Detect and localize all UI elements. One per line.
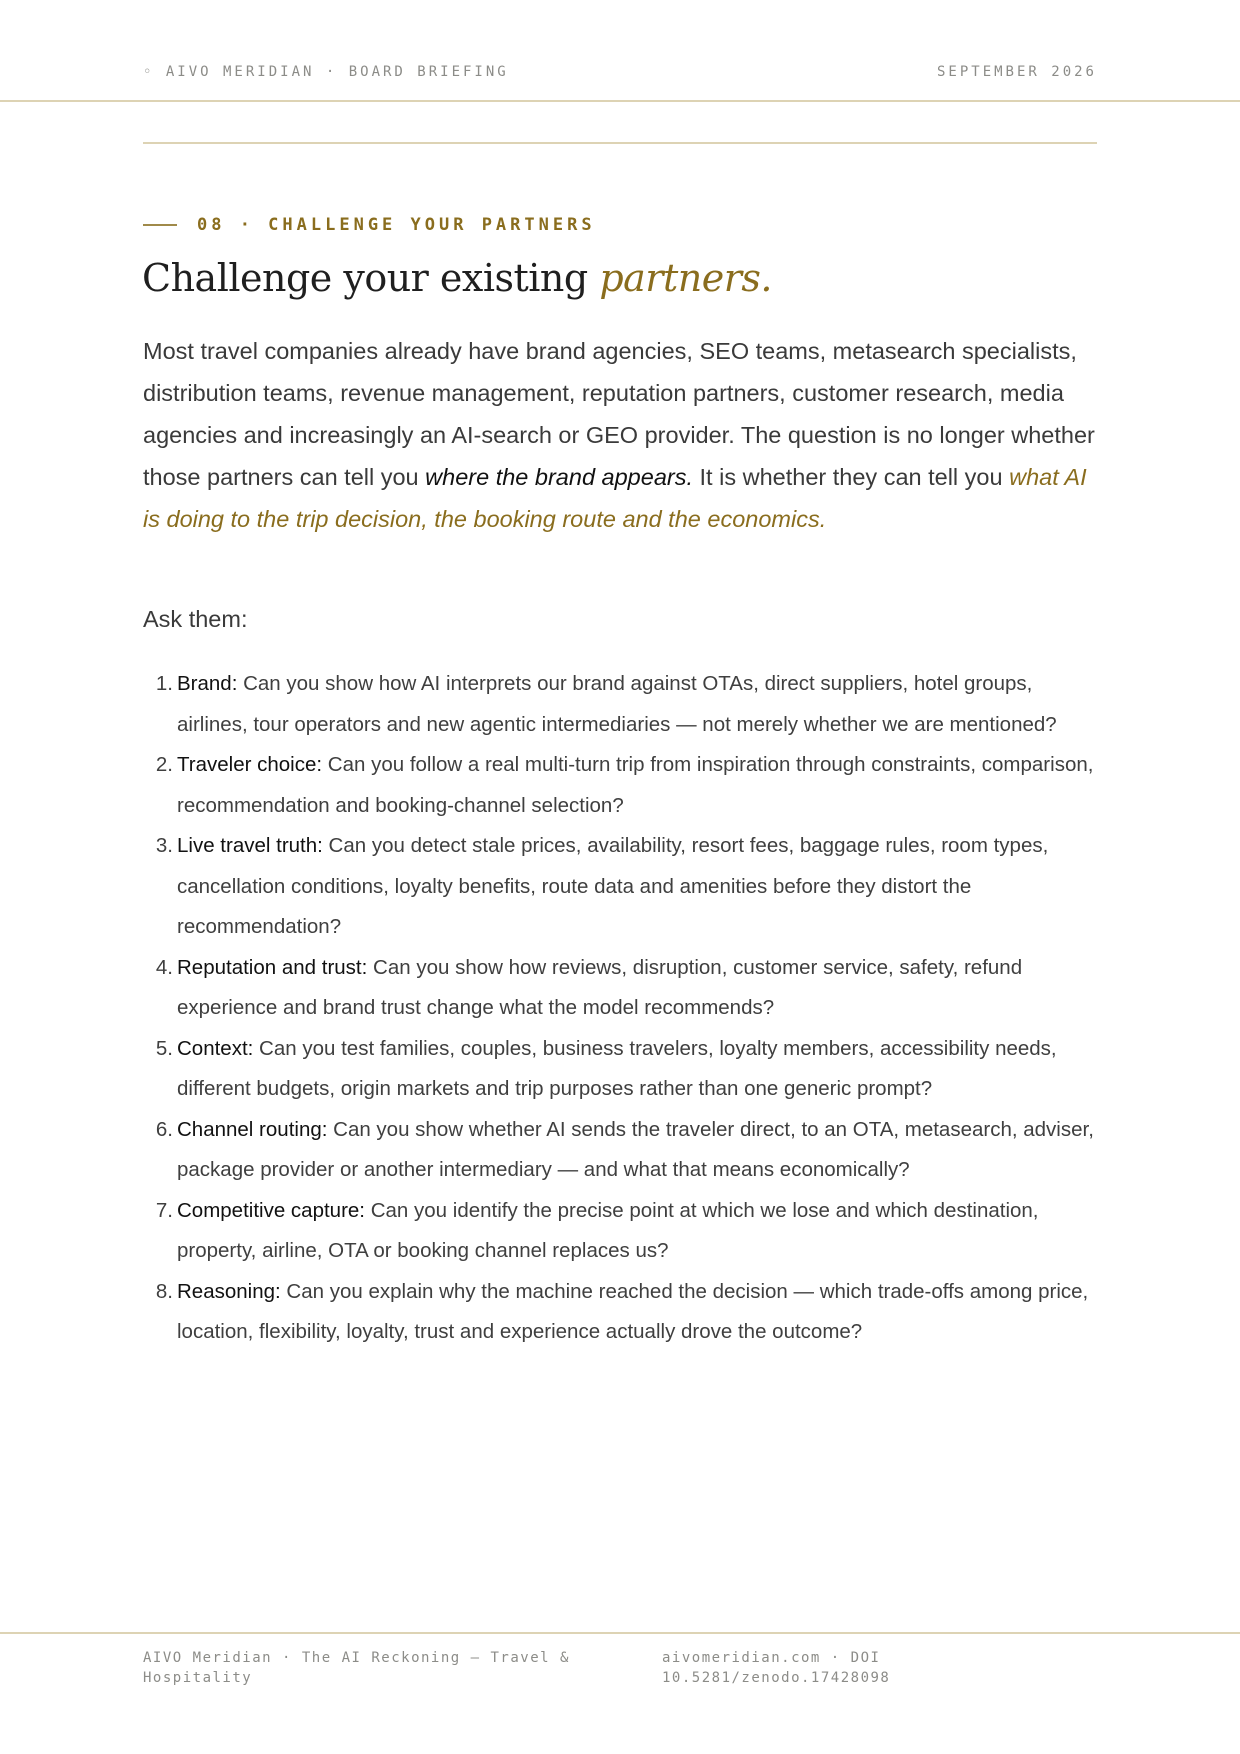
list-item-number: 1.: [155, 672, 173, 695]
list-item-number: 3.: [155, 834, 173, 857]
ask-them-label: Ask them:: [143, 606, 248, 632]
title-main: Challenge your existing: [142, 256, 600, 300]
list-item: [143, 1110, 1103, 1191]
list-item-lead: Context:: [177, 1036, 254, 1060]
list-item: [143, 1029, 1103, 1110]
intro-text-2: It is whether they can tell you: [693, 464, 1010, 490]
list-item-text: Can you explain why the machine reached the decision — which trade-offs among price, location, flexibility, loyalty, trust and experience actually drove the outcome?: [177, 1279, 1089, 1343]
header-left-label: ◦ AIVO MERIDIAN · BOARD BRIEFING: [143, 64, 509, 80]
page-title: [142, 256, 772, 300]
header-divider: [0, 100, 1240, 102]
page-header: [143, 64, 1097, 80]
list-item: [143, 664, 1103, 745]
list-item-text: Can you test families, couples, business travelers, loyalty members, accessibility needs, different budgets, origin markets and trip purposes rather than one generic prompt?: [177, 1036, 1057, 1100]
list-item-lead: Reputation and trust:: [177, 955, 368, 979]
list-item-number: 6.: [155, 1117, 173, 1141]
list-item-number: 7.: [155, 1198, 173, 1222]
section-label-text: 08 · CHALLENGE YOUR PARTNERS: [197, 215, 596, 235]
list-item: [143, 1272, 1103, 1353]
footer-publication: AIVO Meridian · The AI Reckoning — Travel & Hospitality: [143, 1650, 570, 1686]
list-item-text: Can you identify the precise point at which we lose and which destination, property, airline, OTA or booking channel replaces us?: [177, 1198, 1039, 1262]
list-item-lead: Reasoning:: [177, 1279, 281, 1303]
content-top-divider: [143, 142, 1097, 144]
list-item-text: Can you show how reviews, disruption, customer service, safety, refund experience and brand trust change what the model recommends?: [177, 955, 1023, 1019]
intro-text-1: Most travel companies already have brand agencies, SEO teams, metasearch specialists, distribution teams, revenue management, reputation partners, customer research, media agencies and increasingly an AI-search or GEO provider. The question is no longer whether those partners can tell you: [143, 338, 1095, 490]
footer-doi: aivomeridian.com · DOI 10.5281/zenodo.17428098: [662, 1650, 891, 1686]
list-item: [143, 1191, 1103, 1272]
list-item: [143, 948, 1103, 1029]
section-label: [143, 215, 596, 235]
list-item-lead: Traveler choice:: [177, 753, 323, 776]
list-item-number: 2.: [155, 753, 173, 776]
intro-emphasis-2: what AI is doing to the trip decision, the booking route and the economics.: [143, 464, 1087, 532]
list-item: [143, 745, 1103, 826]
list-item-number: 5.: [155, 1036, 173, 1060]
list-item-text: Can you show how AI interprets our brand against OTAs, direct suppliers, hotel groups, airlines, tour operators and new agentic intermediaries — not merely whether we are mentioned?: [177, 672, 1057, 736]
questions-list: [143, 664, 1103, 1353]
footer-divider: [0, 1632, 1240, 1634]
list-item-number: 4.: [155, 955, 173, 979]
intro-emphasis-1: where the brand appears.: [425, 464, 693, 490]
list-item-text: Can you show whether AI sends the traveler direct, to an OTA, metasearch, adviser, package provider or another intermediary — and what that means economically?: [177, 1117, 1094, 1181]
list-item-lead: Channel routing:: [177, 1117, 328, 1141]
intro-paragraph: [143, 330, 1103, 540]
list-item-text: Can you follow a real multi-turn trip from inspiration through constraints, comparison, recommendation and booking-channel selection?: [177, 753, 1094, 817]
list-item-text: Can you detect stale prices, availability, resort fees, baggage rules, room types, cancellation conditions, loyalty benefits, route data and amenities before they distort the recommendation?: [177, 834, 1049, 938]
list-item-lead: Competitive capture:: [177, 1198, 366, 1222]
list-item: [143, 826, 1103, 948]
title-accent: partners.: [599, 256, 772, 300]
list-item-number: 8.: [155, 1279, 173, 1303]
list-item-lead: Live travel truth:: [177, 834, 323, 857]
list-item-lead: Brand:: [177, 672, 238, 695]
header-date: SEPTEMBER 2026: [936, 64, 1097, 80]
section-dash: [143, 224, 177, 226]
